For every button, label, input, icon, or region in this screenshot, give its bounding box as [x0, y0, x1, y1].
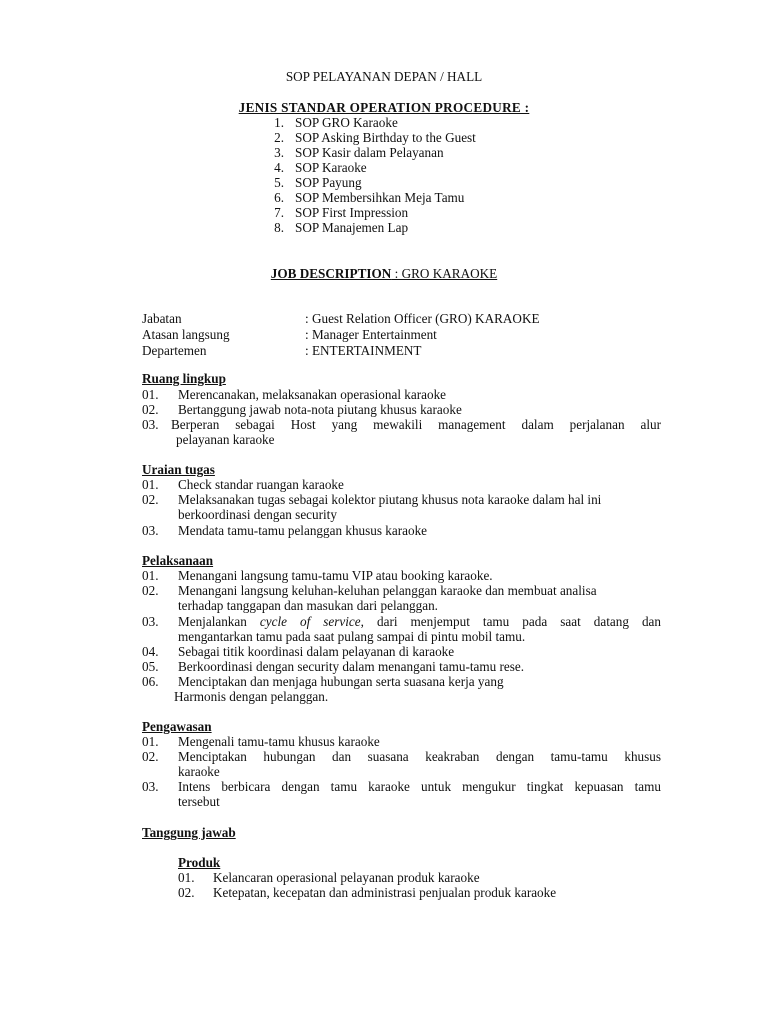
job-description-title: JOB DESCRIPTION : GRO KARAOKE	[270, 266, 498, 281]
section-heading-ruang-lingkup: Ruang lingkup	[142, 371, 226, 386]
section-heading-tanggung-jawab: Tanggung jawab	[142, 825, 236, 840]
sop-heading: JENIS STANDAR OPERATION PROCEDURE :	[238, 100, 530, 115]
document-page: SOP PELAYANAN DEPAN / HALL JENIS STANDAR OPERATION PROCEDURE : 1. SOP GRO Karaoke 2. SOP Asking Birthday to the Guest 3. SOP Kasir dalam Pelayanan 4. SOP Karaoke 5. SOP Payung 6. SOP Membersihkan Meja Tamu 7. SOP First Impression 8. SOP Manajemen Lap JOB DESCRIPTION : GRO KARAOKE Jabatan : Guest Relation Officer (GRO) KARAOKE Atasan langsung : Manager Entertainment Departemen : ENTERTAINMENT Ruang lingkup 01. Merencanakan, melaksanakan operasional karaoke 02. Bertanggung jawab nota-nota piutang khusus karaoke 03. Berperan sebagai Host yang mewakili management dalam perjalanan alur pelayanan karaoke Uraian tugas 01. Check standar ruangan karaoke 02. Melaksanakan tugas sebagai kolektor piutang khusus nota karaoke dalam hal ini berkoordinasi dengan security 03. Mendata tamu-tamu pelanggan khusus karaoke Pelaksanaan 01. Menangani langsung tamu-tamu VIP atau booking karaoke. 02. Menangani langsung keluhan-keluhan pelanggan karaoke dan membuat analisa terhadap tanggapan dan masukan dari pelanggan. 03. Menjalankan cycle of service, dari menjemput tamu pada saat datang dan mengantarkan tamu pada saat pulang sampai di pintu mobil tamu. 04. Sebagai titik koordinasi dalam pelayanan di karaoke 05. Berkoordinasi dengan security dalam menangani tamu-tamu rese. 06. Menciptakan dan menjaga hubungan serta suasana kerja yang Harmonis dengan pelanggan. Pengawasan 01. Mengenali tamu-tamu khusus karaoke 02. Menciptakan hubungan dan suasana keakraban dengan tamu-tamu khusus karaoke 03. Intens berbicara dengan tamu karaoke untuk mengukur tingkat kepuasan tamu tersebut Tanggung jawab Produk 01. Kelancaran operasional pelayanan produk karaoke 02. Ketepatan, kecepatan dan administrasi penjualan produk karaoke	[0, 0, 768, 1024]
section-heading-uraian-tugas: Uraian tugas	[142, 462, 215, 477]
section-heading-pengawasan: Pengawasan	[142, 719, 212, 734]
cycle-of-service-line: Menjalankan cycle of service, dari menjemput tamu pada saat datang dan	[178, 614, 662, 629]
subsection-heading-produk: Produk	[178, 855, 221, 870]
document-title: SOP PELAYANAN DEPAN / HALL	[285, 69, 483, 84]
section-heading-pelaksanaan: Pelaksanaan	[142, 553, 214, 568]
